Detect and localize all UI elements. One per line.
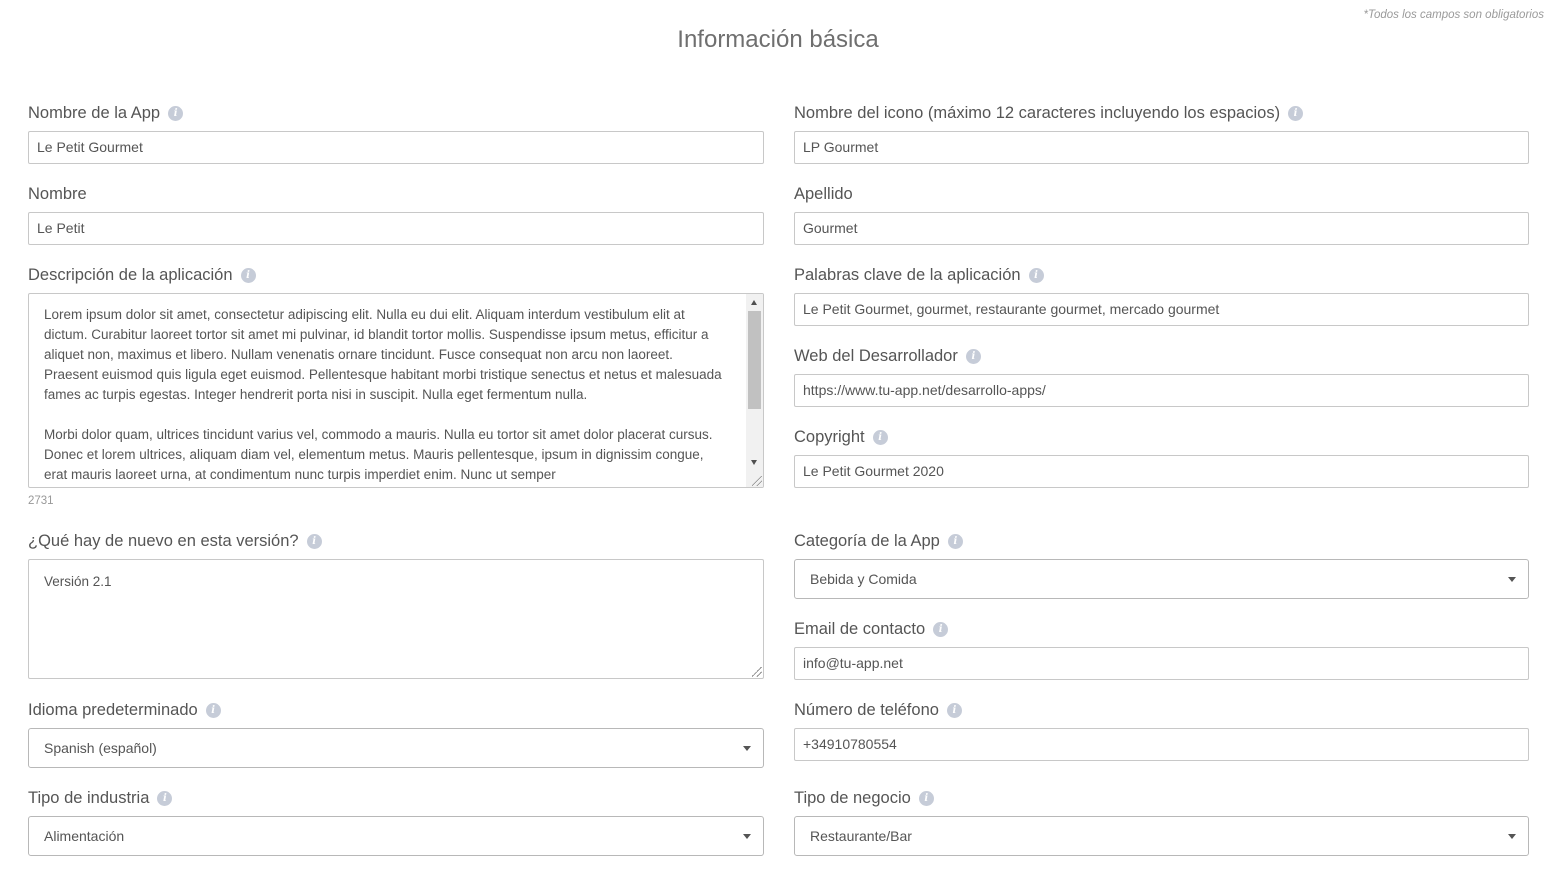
whats-new-text: Versión 2.1	[44, 574, 112, 589]
info-icon[interactable]: i	[1029, 268, 1044, 283]
info-icon[interactable]: i	[919, 791, 934, 806]
info-icon[interactable]: i	[241, 268, 256, 283]
app-category-select[interactable]	[794, 559, 1529, 599]
keywords-label: Palabras clave de la aplicación	[794, 265, 1021, 284]
developer-web-label: Web del Desarrollador	[794, 346, 958, 365]
contact-email-field-label	[794, 618, 948, 640]
icon-name-field-label	[794, 102, 1303, 124]
developer-web-field-label	[794, 345, 981, 367]
scroll-down-arrow-icon[interactable]	[751, 460, 757, 465]
description-text: Lorem ipsum dolor sit amet, consectetur adipiscing elit. Nulla eu dui elit. Aliquam interdum vestibulum elit at dictum. Curabitur laoreet tortor sit amet mi pulvinar, id blandit tortor mollis. Suspendisse ipsum metus, efficitur a aliquet non, maximus et libero. Nullam venenatis ornare tincidunt. Fusce consequat non arcu non laoreet. Praesent euismod quis ligula eget euismod. Pellentesque habitant morbi tristique senectus et netus et malesuada fames ac turpis egestas. Integer hendrerit porta nisi in suscipit. Nulla eget fermentum nulla. Morbi dolor quam, ultrices tincidunt varius vel, commodo a mauris. Nulla eu tortor sit amet dolor placerat cursus. Donec et lorem ultrices, aliquam diam vel, elementum metus. Mauris pellentesque, ipsum in dignissim congue, erat mauris laoreet urna, at condimentum nunc turpis imperdiet enim. Nunc ut semper	[44, 307, 722, 482]
keywords-input[interactable]: Le Petit Gourmet, gourmet, restaurante gourmet, mercado gourmet	[794, 293, 1529, 326]
default-language-select[interactable]	[28, 728, 764, 768]
business-type-field-label	[794, 787, 934, 809]
app-category-value: Bebida y Comida	[810, 571, 917, 587]
icon-name-input[interactable]: LP Gourmet	[794, 131, 1529, 164]
industry-type-label: Tipo de industria	[28, 788, 150, 807]
info-icon[interactable]: i	[168, 106, 183, 121]
chevron-down-icon	[743, 746, 751, 751]
last-name-field-label	[794, 183, 853, 205]
scroll-thumb[interactable]	[748, 311, 761, 409]
first-name-input[interactable]: Le Petit	[28, 212, 764, 245]
contact-email-label: Email de contacto	[794, 619, 926, 638]
description-field-label	[28, 264, 256, 286]
info-icon[interactable]: i	[206, 703, 221, 718]
industry-type-field-label	[28, 787, 172, 809]
copyright-input[interactable]: Le Petit Gourmet 2020	[794, 455, 1529, 488]
default-language-label: Idioma predeterminado	[28, 700, 198, 719]
description-scrollbar[interactable]	[746, 294, 763, 487]
whats-new-textarea[interactable]	[28, 559, 764, 679]
last-name-label: Apellido	[794, 184, 853, 203]
first-name-field-label	[28, 183, 87, 205]
phone-field-label	[794, 699, 962, 721]
info-icon[interactable]: i	[948, 534, 963, 549]
info-icon[interactable]: i	[966, 349, 981, 364]
business-type-label: Tipo de negocio	[794, 788, 911, 807]
industry-type-select[interactable]	[28, 816, 764, 856]
page-title: Información básica	[677, 26, 879, 53]
info-icon[interactable]: i	[1288, 106, 1303, 121]
copyright-label: Copyright	[794, 427, 865, 446]
chevron-down-icon	[743, 834, 751, 839]
developer-web-input[interactable]: https://www.tu-app.net/desarrollo-apps/	[794, 374, 1529, 407]
industry-type-value: Alimentación	[44, 828, 125, 844]
business-type-value: Restaurante/Bar	[810, 828, 912, 844]
phone-input[interactable]: +34910780554	[794, 728, 1529, 761]
chevron-down-icon	[1508, 834, 1516, 839]
copyright-field-label	[794, 426, 888, 448]
phone-label: Número de teléfono	[794, 700, 939, 719]
app-category-label: Categoría de la App	[794, 531, 940, 550]
app-name-label: Nombre de la App	[28, 103, 161, 122]
default-language-value: Spanish (español)	[44, 740, 157, 756]
resize-handle-icon[interactable]	[752, 476, 762, 486]
first-name-label: Nombre	[28, 184, 87, 203]
last-name-input[interactable]: Gourmet	[794, 212, 1529, 245]
info-icon[interactable]: i	[873, 430, 888, 445]
business-type-select[interactable]	[794, 816, 1529, 856]
info-icon[interactable]: i	[933, 622, 948, 637]
scroll-up-arrow-icon[interactable]	[751, 300, 757, 305]
app-name-input[interactable]: Le Petit Gourmet	[28, 131, 764, 164]
info-icon[interactable]: i	[947, 703, 962, 718]
info-icon[interactable]: i	[157, 791, 172, 806]
info-icon[interactable]: i	[307, 534, 322, 549]
whats-new-label: ¿Qué hay de nuevo en esta versión?	[28, 531, 299, 550]
contact-email-input[interactable]: info@tu-app.net	[794, 647, 1529, 680]
whats-new-field-label	[28, 530, 322, 552]
app-category-field-label	[794, 530, 963, 552]
chevron-down-icon	[1508, 577, 1516, 582]
keywords-field-label	[794, 264, 1044, 286]
icon-name-label: Nombre del icono (máximo 12 caracteres incluyendo los espacios)	[794, 103, 1281, 122]
app-name-field-label	[28, 102, 183, 124]
description-char-count: 2731	[28, 495, 54, 507]
default-language-field-label	[28, 699, 221, 721]
description-textarea[interactable]	[28, 293, 764, 488]
resize-handle-icon[interactable]	[752, 667, 762, 677]
required-fields-note: *Todos los campos son obligatorios	[1363, 9, 1544, 21]
description-label: Descripción de la aplicación	[28, 265, 233, 284]
